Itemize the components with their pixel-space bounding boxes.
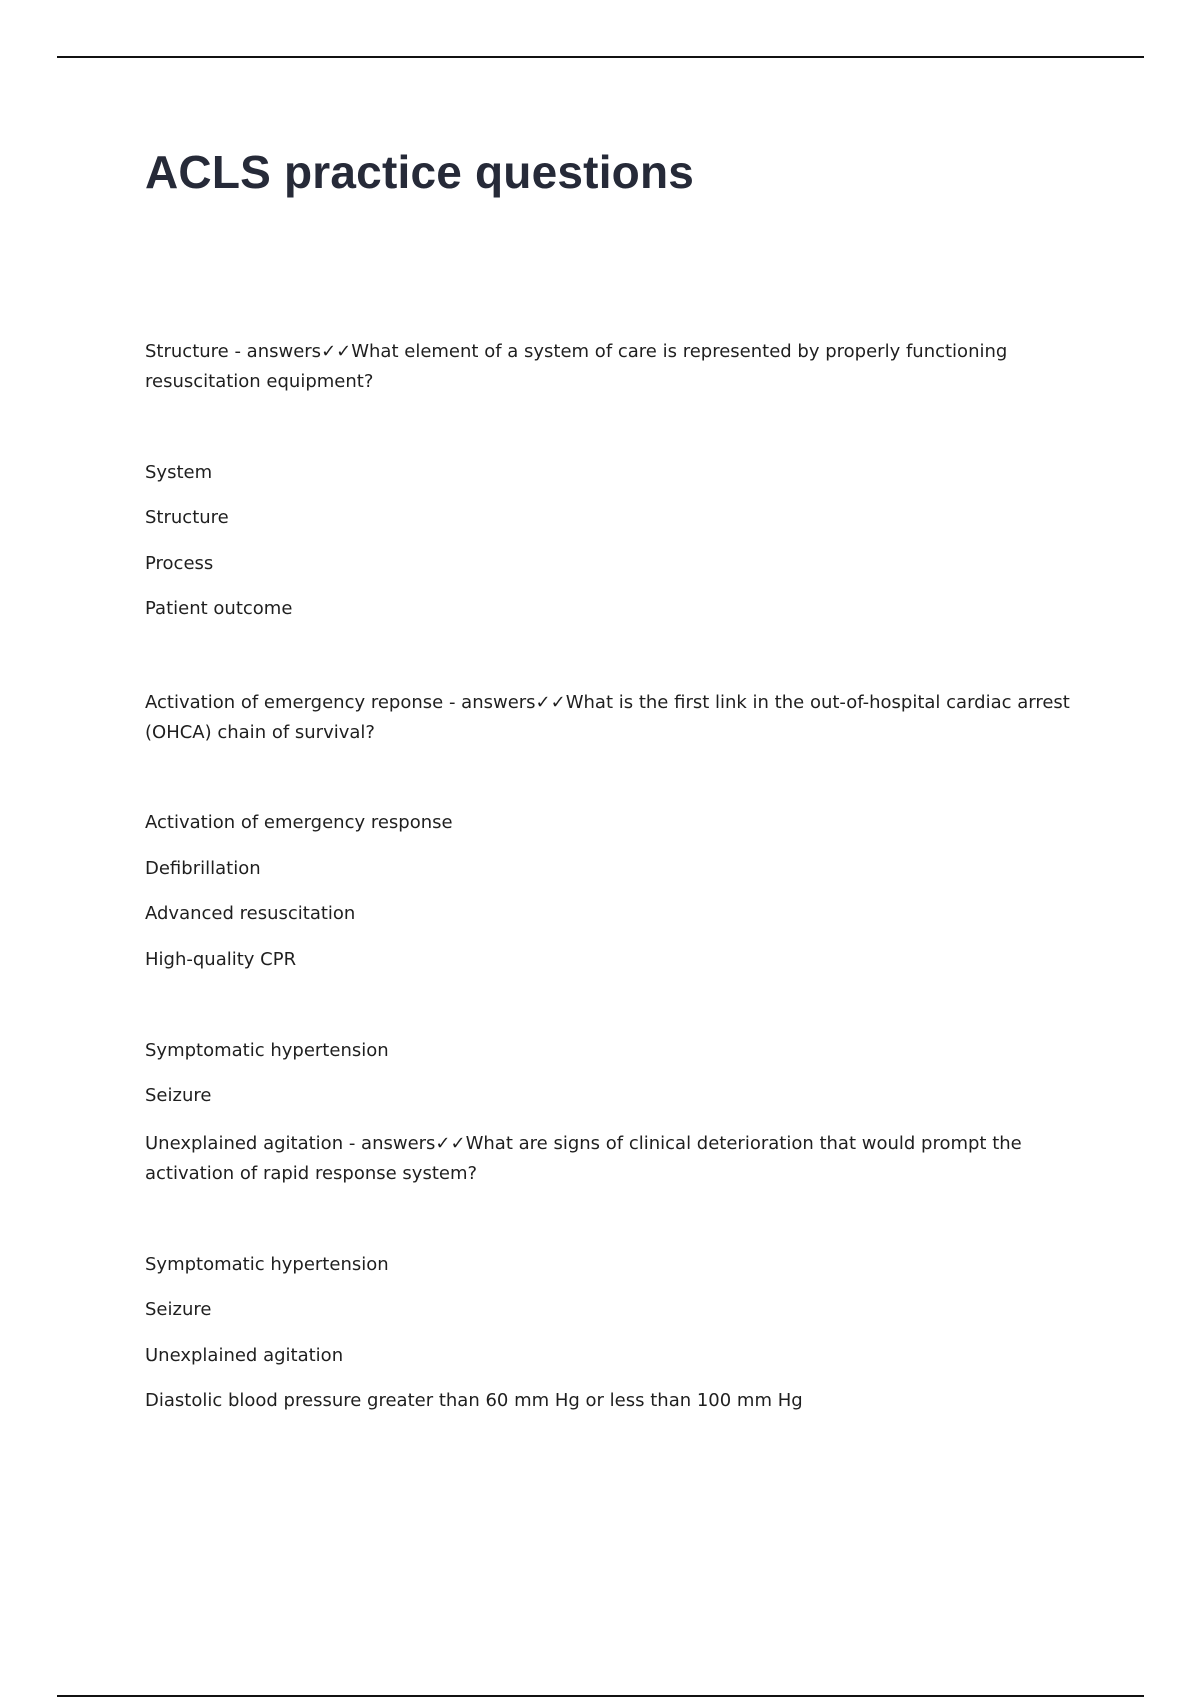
option-1-4: Patient outcome	[145, 598, 293, 619]
option-1-2: Structure	[145, 507, 229, 528]
option-3-2: Seizure	[145, 1299, 212, 1320]
pre-option-3-2: Seizure	[145, 1085, 212, 1106]
option-1-3: Process	[145, 553, 214, 574]
option-2-4: High-quality CPR	[145, 949, 297, 970]
top-rule	[57, 56, 1144, 58]
option-2-1: Activation of emergency response	[145, 812, 453, 833]
option-3-3: Unexplained agitation	[145, 1345, 344, 1366]
question-2: Activation of emergency reponse - answers✓✓What is the first link in the out-of-hospital cardiac arrest (OHCA) chain of survival?	[145, 692, 1070, 743]
page-title: ACLS practice questions	[145, 146, 695, 198]
option-3-1: Symptomatic hypertension	[145, 1254, 389, 1275]
pre-option-3-1: Symptomatic hypertension	[145, 1040, 389, 1061]
option-2-2: Defibrillation	[145, 858, 261, 879]
option-2-3: Advanced resuscitation	[145, 903, 356, 924]
option-3-4: Diastolic blood pressure greater than 60 mm Hg or less than 100 mm Hg	[145, 1390, 803, 1411]
bottom-rule	[57, 1695, 1144, 1697]
question-3: Unexplained agitation - answers✓✓What are signs of clinical deterioration that would prompt the activation of rapid response system?	[145, 1133, 1022, 1184]
option-1-1: System	[145, 462, 213, 483]
question-1: Structure - answers✓✓What element of a system of care is represented by properly functioning resuscitation equipment?	[145, 341, 1008, 392]
